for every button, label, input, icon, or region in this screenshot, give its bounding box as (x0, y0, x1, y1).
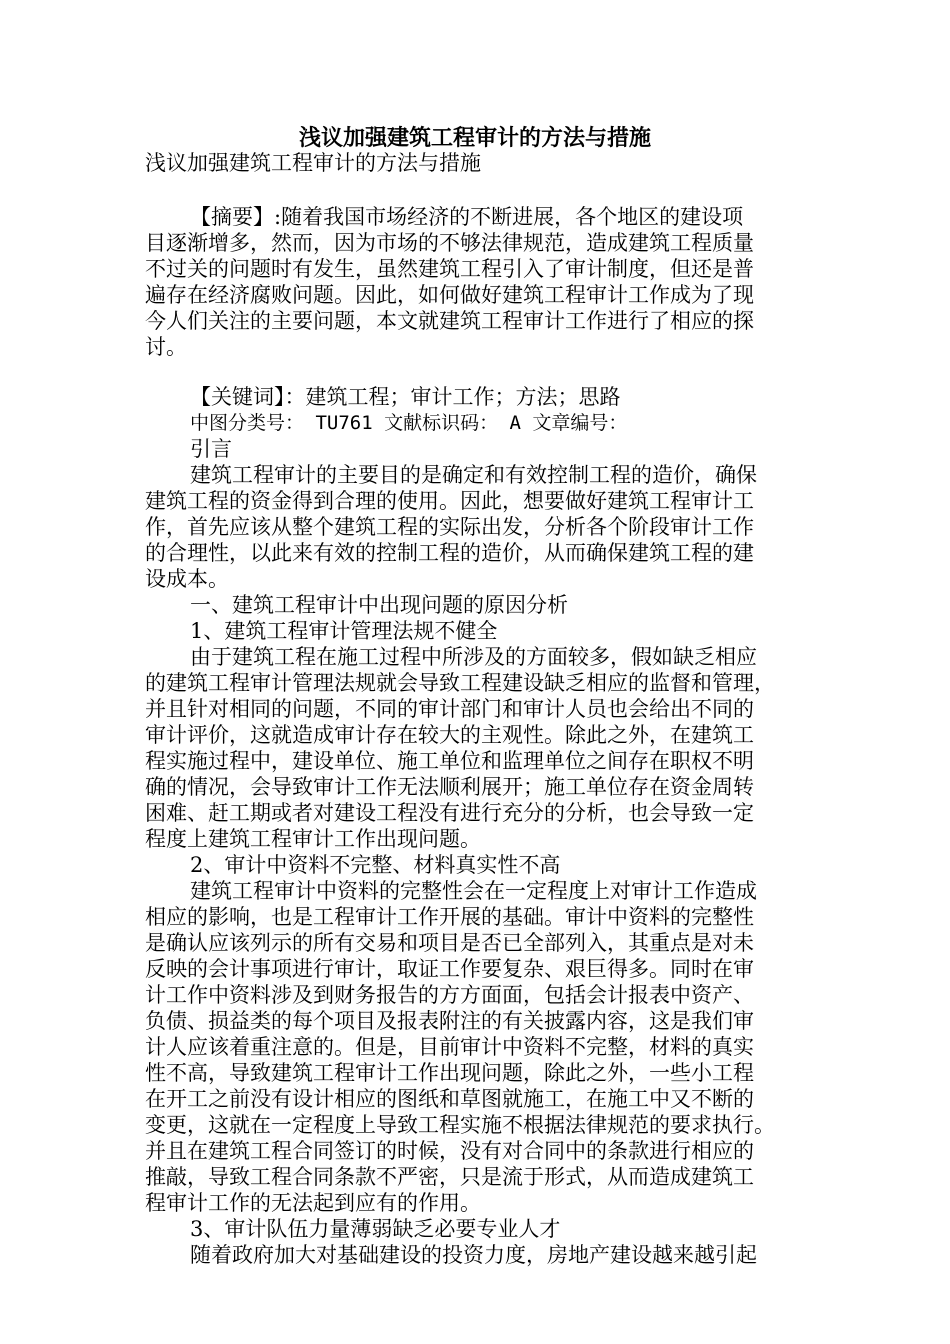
abstract-line: 【摘要】:随着我国市场经济的不断进展，各个地区的建设项 (190, 205, 744, 229)
paragraph-line: 困难、赶工期或者对建设工程没有进行充分的分析，也会导致一定 (145, 801, 754, 825)
paragraph-line: 变更，这就在一定程度上导致工程实施不根据法律规范的要求执行。 (145, 1113, 775, 1137)
paragraph-line: 并且针对相同的问题，不同的审计部门和审计人员也会给出不同的 (145, 697, 754, 721)
document-subtitle: 浅议加强建筑工程审计的方法与措施 (145, 151, 481, 175)
subsection-heading: 3、审计队伍力量薄弱缺乏必要专业人才 (190, 1217, 561, 1241)
paragraph-line: 由于建筑工程在施工过程中所涉及的方面较多，假如缺乏相应 (190, 645, 757, 669)
intro-line: 建筑工程的资金得到合理的使用。因此，想要做好建筑工程审计工 (145, 489, 754, 513)
paragraph-line: 在开工之前没有设计相应的图纸和草图就施工，在施工中又不断的 (145, 1087, 754, 1111)
paragraph-line: 相应的影响，也是工程审计工作开展的基础。审计中资料的完整性 (145, 905, 754, 929)
paragraph-line: 推敲，导致工程合同条款不严密，只是流于形式，从而造成建筑工 (145, 1165, 754, 1189)
intro-line: 建筑工程审计的主要目的是确定和有效控制工程的造价，确保 (190, 463, 757, 487)
paragraph-line: 是确认应该列示的所有交易和项目是否已全部列入，其重点是对未 (145, 931, 754, 955)
paragraph-line: 建筑工程审计中资料的完整性会在一定程度上对审计工作造成 (190, 879, 757, 903)
intro-heading: 引言 (190, 437, 232, 461)
abstract-line: 不过关的问题时有发生，虽然建筑工程引入了审计制度，但还是普 (145, 257, 754, 281)
paragraph-line: 程实施过程中，建设单位、施工单位和监理单位之间存在职权不明 (145, 749, 754, 773)
abstract-line: 遍存在经济腐败问题。因此，如何做好建筑工程审计工作成为了现 (145, 283, 754, 307)
paragraph-line: 反映的会计事项进行审计，取证工作要复杂、艰巨得多。同时在审 (145, 957, 754, 981)
intro-line: 设成本。 (145, 567, 229, 591)
abstract-line: 今人们关注的主要问题，本文就建筑工程审计工作进行了相应的探 (145, 309, 754, 333)
paragraph-line: 性不高，导致建筑工程审计工作出现问题，除此之外，一些小工程 (145, 1061, 754, 1085)
intro-line: 的合理性，以此来有效的控制工程的造价，从而确保建筑工程的建 (145, 541, 754, 565)
paragraph-line: 审计评价，这就造成审计存在较大的主观性。除此之外，在建筑工 (145, 723, 754, 747)
abstract-line: 目逐渐增多，然而，因为市场的不够法律规范，造成建筑工程质量 (145, 231, 754, 255)
classification: 中图分类号： TU761 文献标识码： A 文章编号： (190, 412, 628, 434)
paragraph-line: 并且在建筑工程合同签订的时候，没有对合同中的条款进行相应的 (145, 1139, 754, 1163)
section-heading: 一、建筑工程审计中出现问题的原因分析 (190, 593, 568, 617)
paragraph-line: 随着政府加大对基础建设的投资力度，房地产建设越来越引起 (190, 1243, 757, 1267)
paragraph-line: 计人应该着重注意的。但是，目前审计中资料不完整，材料的真实 (145, 1035, 754, 1059)
abstract-line: 讨。 (145, 335, 187, 359)
paragraph-line: 程审计工作的无法起到应有的作用。 (145, 1191, 481, 1215)
subsection-heading: 1、建筑工程审计管理法规不健全 (190, 619, 498, 643)
intro-line: 作，首先应该从整个建筑工程的实际出发，分析各个阶段审计工作 (145, 515, 754, 539)
paragraph-line: 确的情况，会导致审计工作无法顺利展开；施工单位存在资金周转 (145, 775, 754, 799)
keywords: 【关键词】：建筑工程；审计工作；方法；思路 (190, 385, 621, 409)
subsection-heading: 2、审计中资料不完整、材料真实性不高 (190, 853, 561, 877)
paragraph-line: 计工作中资料涉及到财务报告的方方面面，包括会计报表中资产、 (145, 983, 754, 1007)
paragraph-line: 负债、损益类的每个项目及报表附注的有关披露内容，这是我们审 (145, 1009, 754, 1033)
paragraph-line: 的建筑工程审计管理法规就会导致工程建设缺乏相应的监督和管理， (145, 671, 775, 695)
document-title: 浅议加强建筑工程审计的方法与措施 (298, 125, 651, 151)
paragraph-line: 程度上建筑工程审计工作出现问题。 (145, 827, 481, 851)
